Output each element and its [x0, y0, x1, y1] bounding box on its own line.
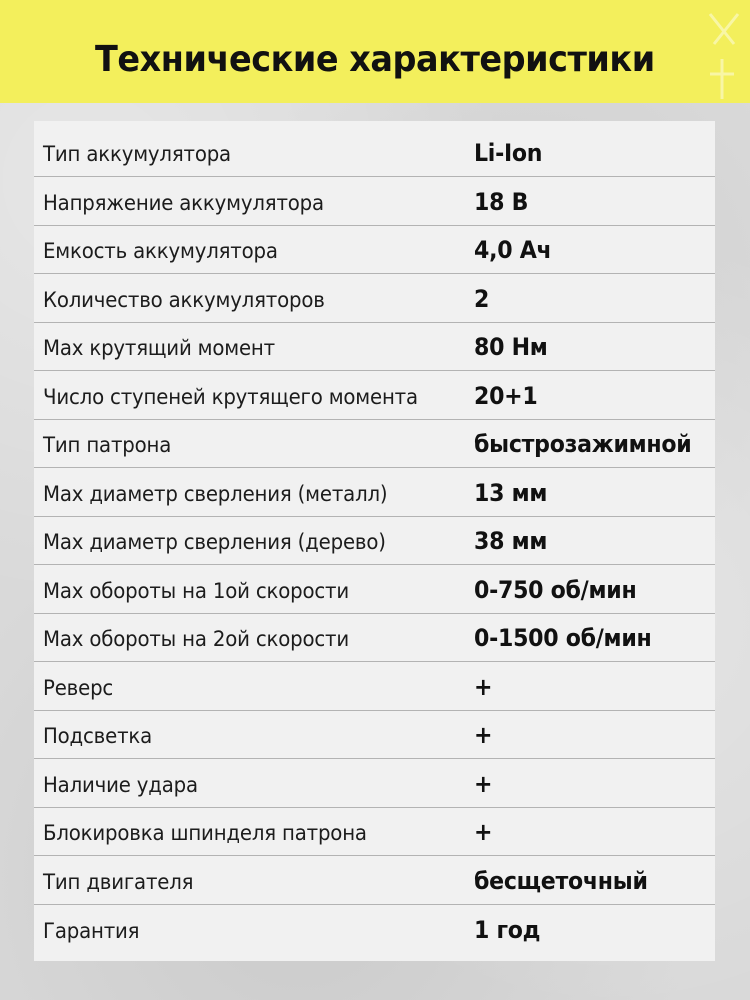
spec-value: + [474, 769, 493, 798]
spec-row [34, 178, 715, 226]
spec-row [34, 760, 715, 808]
spec-value: 1 год [474, 916, 541, 944]
spec-row [34, 129, 715, 177]
spec-row [34, 711, 715, 759]
spec-row [34, 663, 715, 711]
spec-name: Емкость аккумулятора [43, 239, 278, 263]
spec-value: быстрозажимной [474, 430, 692, 458]
spec-value: 2 [474, 284, 490, 313]
spec-row [34, 226, 715, 274]
spec-value: 0-750 об/мин [474, 575, 637, 604]
spec-name: Наличие удара [43, 772, 198, 797]
spec-row [34, 566, 715, 614]
spec-name: Тип двигателя [43, 869, 194, 894]
spec-name: Число ступеней крутящего момента [43, 384, 418, 409]
spec-row [34, 905, 715, 953]
spec-value: 0-1500 об/мин [474, 624, 652, 652]
spec-name: Реверс [43, 675, 114, 700]
spec-name: Гарантия [43, 919, 140, 943]
spec-row [34, 420, 715, 468]
page-title: Технические характеристики [95, 39, 655, 80]
spec-name: Количество аккумуляторов [43, 287, 325, 312]
spec-name: Тип аккумулятора [43, 142, 231, 166]
spec-name: Мах диаметр сверления (металл) [43, 481, 388, 506]
spec-value: 80 Нм [474, 333, 548, 361]
spec-name: Напряжение аккумулятора [43, 190, 324, 215]
decorative-lines-icon [704, 4, 744, 104]
spec-row [34, 857, 715, 905]
spec-name: Мах обороты на 1ой скорости [43, 578, 349, 603]
spec-name: Мах диаметр сверления (дерево) [43, 530, 386, 554]
spec-value: 38 мм [474, 527, 548, 555]
spec-value: + [474, 818, 493, 846]
spec-row [34, 469, 715, 517]
spec-value: 13 мм [474, 478, 548, 507]
spec-row [34, 614, 715, 662]
spec-table [34, 121, 715, 961]
spec-row [34, 323, 715, 371]
spec-value: + [474, 721, 493, 749]
spec-row [34, 808, 715, 856]
title-banner [0, 0, 750, 103]
spec-value: 4,0 Ач [474, 236, 552, 264]
spec-name: Тип патрона [43, 433, 172, 457]
spec-row [34, 372, 715, 420]
spec-row [34, 275, 715, 323]
spec-value: Li-Ion [474, 139, 543, 167]
spec-value: 20+1 [474, 381, 538, 410]
spec-value: 18 В [474, 187, 529, 216]
spec-value: + [474, 672, 493, 701]
spec-name: Мах крутящий момент [43, 336, 275, 360]
spec-row [34, 517, 715, 565]
spec-name: Блокировка шпинделя патрона [43, 821, 367, 845]
spec-value: бесщеточный [474, 866, 648, 895]
spec-name: Мах обороты на 2ой скорости [43, 627, 349, 651]
spec-name: Подсветка [43, 724, 153, 748]
